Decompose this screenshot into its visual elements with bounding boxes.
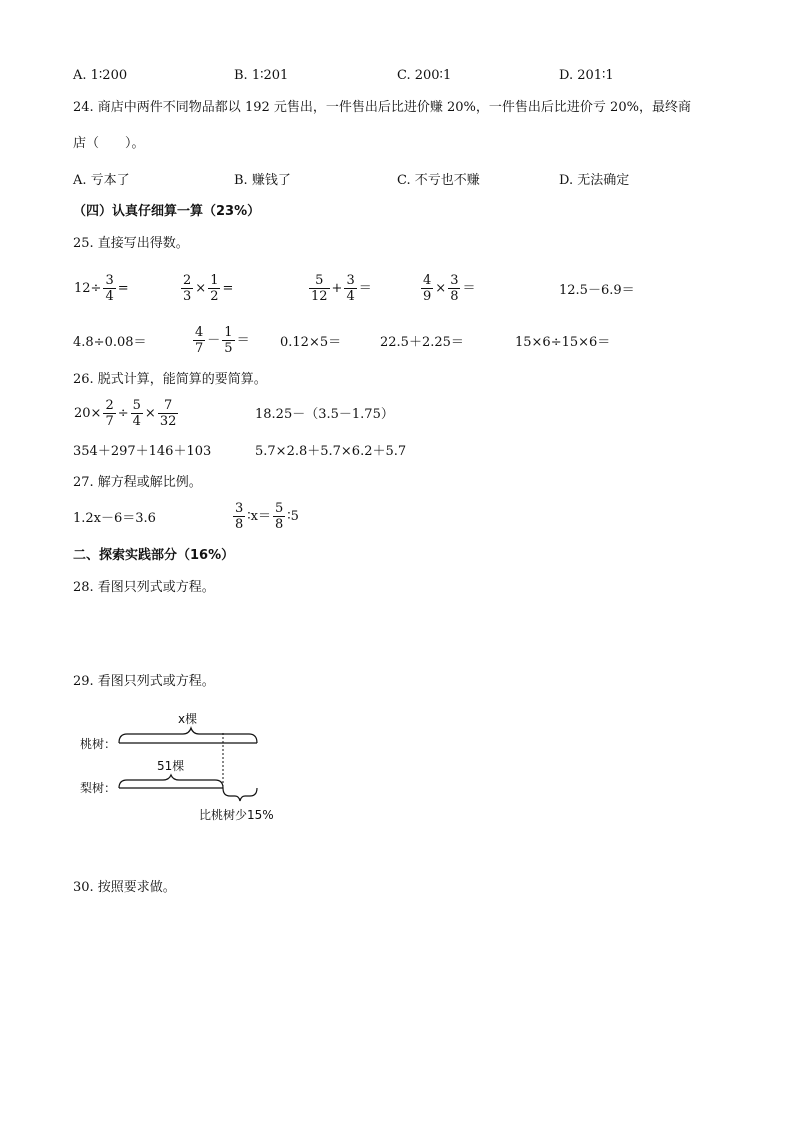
- denominator: 3: [183, 289, 192, 304]
- numerator: 4: [423, 273, 432, 288]
- fraction: [309, 273, 330, 304]
- numerator: 2: [105, 398, 114, 413]
- fraction: [208, 273, 220, 304]
- q25-expression-10: 15×6÷15×6＝: [515, 335, 611, 350]
- pear-count-label: 51棵: [157, 759, 185, 773]
- equals-sign: =: [222, 281, 234, 296]
- fraction: [131, 398, 143, 429]
- q25-expression-8: 0.12×5＝: [280, 335, 342, 350]
- fraction: [181, 273, 193, 304]
- section-four-heading: （四）认真仔细算一算（23%）: [73, 204, 261, 219]
- numerator: 3: [450, 273, 459, 288]
- q23-option-b: B. 1∶201: [234, 68, 289, 83]
- equals-sign: ＝: [358, 281, 372, 296]
- numerator: 5: [315, 273, 324, 288]
- operator: －: [207, 333, 221, 348]
- denominator: 7: [195, 341, 204, 356]
- peach-row-label: 桃树：: [80, 737, 117, 751]
- denominator: 2: [210, 289, 219, 304]
- proportion-middle: ∶x＝: [247, 509, 271, 524]
- q25-title: 25. 直接写出得数。: [73, 236, 189, 251]
- q24-text-line2: 店（ ）。: [73, 136, 145, 151]
- q27-equation-1: 1.2x－6＝3.6: [73, 511, 156, 526]
- equals-sign: ＝: [236, 333, 250, 348]
- numerator: 3: [346, 273, 355, 288]
- operator: ×: [435, 281, 447, 296]
- q25-expression-3: [308, 273, 373, 304]
- fraction: [193, 325, 205, 356]
- section-two-heading: 二、探索实践部分（16%）: [73, 548, 235, 563]
- fraction: [421, 273, 433, 304]
- numerator: 2: [183, 273, 192, 288]
- fraction: [448, 273, 460, 304]
- q25-expression-6: 4.8÷0.08＝: [73, 335, 147, 350]
- q26-expression-4: 5.7×2.8＋5.7×6.2＋5.7: [255, 444, 407, 459]
- numerator: 4: [195, 325, 204, 340]
- denominator: 4: [346, 289, 355, 304]
- q25-expression-2: [180, 273, 234, 304]
- q27-title: 27. 解方程或解比例。: [73, 475, 202, 490]
- numerator: 1: [210, 273, 219, 288]
- denominator: 12: [311, 289, 328, 304]
- equals-sign: ＝: [462, 281, 476, 296]
- denominator: 9: [423, 289, 432, 304]
- lead-term: 20×: [74, 406, 102, 421]
- denominator: 8: [235, 517, 244, 532]
- peach-top-brace: [119, 728, 257, 743]
- q29-title: 29. 看图只列式或方程。: [73, 674, 215, 689]
- operator: ×: [195, 281, 207, 296]
- q25-expression-9: 22.5＋2.25＝: [380, 335, 464, 350]
- q26-title: 26. 脱式计算，能简算的要简算。: [73, 372, 267, 387]
- fraction: [103, 398, 115, 429]
- denominator: 5: [224, 341, 233, 356]
- q24-text-line1: 24. 商店中两件不同物品都以 192 元售出，一件售出后比进价赚 20%，一件售出后比进价亏 20%，最终商: [73, 100, 691, 115]
- numerator: 5: [275, 501, 284, 516]
- q24-option-b: B. 赚钱了: [234, 173, 291, 188]
- peach-total-label: x棵: [178, 712, 198, 726]
- fraction: [344, 273, 356, 304]
- q24-option-a: A. 亏本了: [73, 173, 130, 188]
- operator: ÷: [117, 406, 129, 421]
- pear-top-brace: [119, 775, 223, 788]
- numerator: 1: [224, 325, 233, 340]
- fraction: [233, 501, 245, 532]
- q23-option-d: D. 201∶1: [559, 68, 614, 83]
- q24-option-d: D. 无法确定: [559, 173, 630, 188]
- q25-expression-1: [73, 273, 130, 304]
- q23-option-c: C. 200∶1: [397, 68, 452, 83]
- q25-expression-5: 12.5－6.9＝: [559, 283, 635, 298]
- q26-expression-3: 354＋297＋146＋103: [73, 444, 212, 459]
- q25-expression-4: [420, 273, 476, 304]
- q30-title: 30. 按照要求做。: [73, 880, 176, 895]
- denominator: 4: [105, 289, 114, 304]
- pear-row-label: 梨树：: [80, 781, 117, 795]
- numerator: 5: [132, 398, 141, 413]
- denominator: 4: [132, 414, 141, 429]
- q23-option-a: A. 1∶200: [73, 68, 128, 83]
- equals-sign: =: [117, 281, 129, 296]
- denominator: 7: [105, 414, 114, 429]
- fraction: [273, 501, 285, 532]
- q25-expression-7: [192, 325, 251, 356]
- q26-expression-1: [73, 398, 179, 429]
- q28-title: 28. 看图只列式或方程。: [73, 580, 215, 595]
- operator: ×: [144, 406, 156, 421]
- difference-brace: [223, 788, 257, 801]
- q25-e1-lead: 12÷: [74, 281, 102, 296]
- q29-line-segment-diagram: [75, 705, 315, 830]
- q24-option-c: C. 不亏也不赚: [397, 173, 480, 188]
- difference-note: 比桃树少15%: [199, 808, 274, 822]
- numerator: 7: [163, 398, 173, 413]
- denominator: 8: [450, 289, 459, 304]
- denominator: 8: [275, 517, 284, 532]
- fraction: [158, 398, 179, 429]
- q26-expression-2: 18.25－（3.5－1.75）: [255, 407, 394, 422]
- proportion-tail: ∶5: [287, 509, 299, 524]
- denominator: 32: [159, 414, 177, 429]
- numerator: 3: [105, 273, 114, 288]
- operator: +: [331, 281, 343, 296]
- fraction: [222, 325, 234, 356]
- q25-e1-fraction: [103, 273, 115, 304]
- q27-proportion: [232, 501, 300, 532]
- numerator: 3: [235, 501, 244, 516]
